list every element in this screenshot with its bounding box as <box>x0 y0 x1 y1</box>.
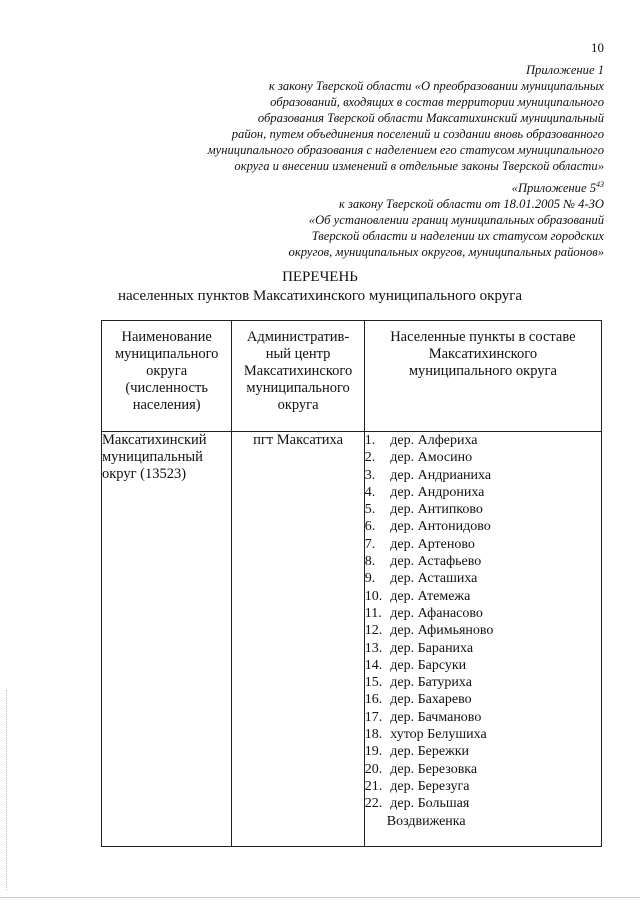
list-item <box>365 553 601 570</box>
settlements-cell <box>364 432 601 847</box>
appendix-1-line: муниципального образования с наделением его статусом муниципального <box>207 143 604 157</box>
header-line: (численность <box>125 380 208 396</box>
title-subheading: населенных пунктов Максатихинского муниципального округа <box>117 288 523 304</box>
settlement-name: дер. Андрианиха <box>386 467 492 483</box>
header-line: населения) <box>132 397 201 413</box>
appendix-1-line: Приложение 1 <box>525 63 604 77</box>
appendix-1-line: округа и внесении изменений в отдельные законы Тверской области» <box>234 159 604 173</box>
settlement-number: 13. <box>364 640 383 656</box>
list-item <box>365 674 601 691</box>
header-line: муниципального округа <box>408 363 557 379</box>
settlement-name: дер. Атемежа <box>386 588 471 604</box>
appendix-2-line-1 <box>289 180 604 196</box>
list-item <box>365 726 601 743</box>
appendix-1-line: образований, входящих в состав территории муниципального <box>270 95 604 109</box>
settlement-number: 7. <box>364 536 376 552</box>
admin-center-cell: пгт Максатиха <box>232 432 364 847</box>
scan-bottom-edge <box>0 897 640 898</box>
settlement-name: дер. Афимьяново <box>386 623 494 639</box>
list-item <box>365 588 601 605</box>
list-item <box>365 518 601 535</box>
settlement-number: 5. <box>364 502 376 518</box>
settlement-number: 3. <box>364 467 376 483</box>
list-item <box>365 570 601 587</box>
appendix-1-line: к закону Тверской области «О преобразовании муниципальных <box>268 79 604 93</box>
settlement-name: дер. Бачманово <box>386 709 482 725</box>
table-header-row <box>102 321 602 432</box>
header-line: Максатихинского <box>428 346 538 362</box>
appendix-2-superscript: 43 <box>596 179 604 189</box>
page-number: 10 <box>591 40 604 55</box>
settlement-name: дер. Барсуки <box>386 657 467 673</box>
list-item <box>365 484 601 501</box>
header-line: Максатихинского <box>243 363 353 379</box>
scan-margin-artifact <box>6 690 8 890</box>
table-row <box>102 432 602 847</box>
settlement-name: дер. Большая <box>386 796 470 812</box>
settlement-name: дер. Антонидово <box>386 519 491 535</box>
settlement-number: 15. <box>364 675 383 691</box>
settlement-number: 18. <box>364 727 383 743</box>
settlement-number: 22. <box>364 796 383 812</box>
settlement-number: 8. <box>364 554 376 570</box>
header-line: округа <box>146 363 188 379</box>
list-item <box>365 691 601 708</box>
settlement-name: дер. Андрониха <box>386 484 485 500</box>
settlement-name: дер. Березовка <box>386 761 478 777</box>
settlement-name: дер. Артеново <box>386 536 475 552</box>
settlement-number: 12. <box>364 623 383 639</box>
appendix-1-line: образования Тверской области Максатихинский муниципальный <box>257 111 604 125</box>
settlement-name: хутор Белушиха <box>386 727 487 743</box>
settlement-number: 6. <box>364 519 376 535</box>
settlement-name: дер. Березуга <box>386 778 470 794</box>
appendix-2-line: к закону Тверской области от 18.01.2005 № 4-ЗО <box>338 197 604 211</box>
settlement-number: 21. <box>364 778 383 794</box>
list-item <box>365 467 601 484</box>
list-item <box>365 432 601 449</box>
settlements-table <box>101 320 602 847</box>
list-item <box>365 657 601 674</box>
header-line: ный центр <box>265 346 331 362</box>
settlement-number: 2. <box>364 450 376 466</box>
settlement-name: дер. Бараниха <box>386 640 474 656</box>
appendix-2-line: «Об установлении границ муниципальных образований <box>308 213 604 227</box>
settlement-name-continuation: Воздвиженка <box>386 813 466 829</box>
header-line: округа <box>277 397 319 413</box>
header-line: Наименование <box>121 329 212 345</box>
header-settlements <box>364 321 601 432</box>
list-item <box>365 778 601 795</box>
appendix-5-43-reference <box>289 180 604 260</box>
district-cell <box>102 432 232 847</box>
header-district-name <box>102 321 232 432</box>
district-line: Максатихинский <box>102 432 207 448</box>
settlement-name: дер. Асташиха <box>386 571 478 587</box>
document-title <box>0 268 640 306</box>
list-item <box>365 449 601 466</box>
settlement-number: 1. <box>364 433 376 448</box>
header-line: муниципального <box>114 346 219 362</box>
settlement-number: 14. <box>364 657 383 673</box>
district-line: муниципальный <box>102 449 203 465</box>
settlement-name: дер. Батуриха <box>386 675 472 691</box>
settlement-number: 10. <box>364 588 383 604</box>
settlement-name: дер. Бережки <box>386 744 470 760</box>
header-admin-center <box>232 321 364 432</box>
settlement-number: 9. <box>364 571 376 587</box>
settlement-name: дер. Алфериха <box>386 433 478 448</box>
list-item <box>365 761 601 778</box>
appendix-2-line: округов, муниципальных округов, муниципальных районов» <box>288 245 604 259</box>
appendix-2-prefix: «Приложение 5 <box>511 181 596 195</box>
settlements-list <box>365 432 601 830</box>
list-item <box>365 501 601 518</box>
list-item <box>365 795 601 830</box>
list-item <box>365 709 601 726</box>
settlement-number: 20. <box>364 761 383 777</box>
list-item <box>365 640 601 657</box>
settlement-name: дер. Бахарево <box>386 692 472 708</box>
settlement-number: 16. <box>364 692 383 708</box>
list-item <box>365 536 601 553</box>
title-heading: ПЕРЕЧЕНЬ <box>282 269 358 285</box>
settlement-number: 19. <box>364 744 383 760</box>
list-item <box>365 605 601 622</box>
list-item <box>365 743 601 760</box>
settlement-name: дер. Астафьево <box>386 554 482 570</box>
settlement-number: 4. <box>364 484 376 500</box>
header-line: Административ- <box>246 329 350 345</box>
list-item <box>365 622 601 639</box>
settlement-name: дер. Амосино <box>386 450 473 466</box>
settlement-number: 17. <box>364 709 383 725</box>
settlement-number: 11. <box>364 605 382 621</box>
header-line: муниципального <box>246 380 350 396</box>
settlement-name: дер. Антипково <box>386 502 483 518</box>
appendix-2-line: Тверской области и наделении их статусом городских <box>311 229 604 243</box>
appendix-1-reference <box>208 62 604 174</box>
appendix-1-line: район, путем объединения поселений и создании вновь образованного <box>231 127 604 141</box>
header-line: Населенные пункты в составе <box>390 329 576 345</box>
district-line: округ (13523) <box>102 466 187 482</box>
settlement-name: дер. Афанасово <box>386 605 483 621</box>
